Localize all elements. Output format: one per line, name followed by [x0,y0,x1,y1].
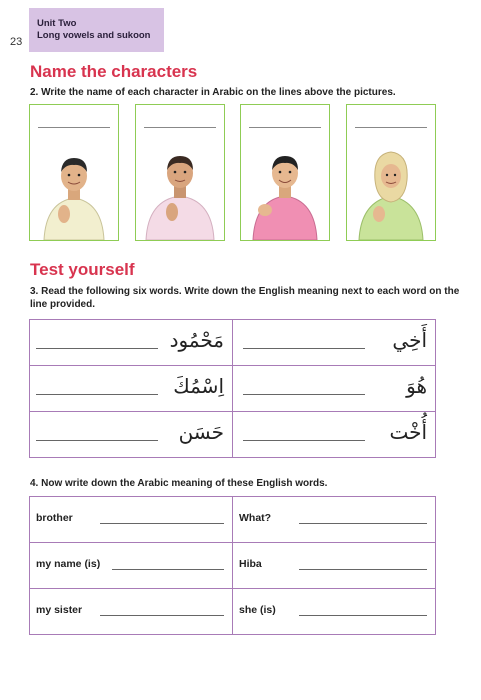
boy-character-1-icon [30,140,118,240]
word-cell [30,320,233,366]
english-word: she (is) [239,604,276,616]
word-cell [30,366,233,412]
table-row [30,366,436,412]
character-card-1 [29,104,119,241]
arabic-word: أَخِي [392,328,427,352]
character-card-2 [135,104,225,241]
english-words-table [29,496,436,635]
answer-line[interactable] [36,348,158,349]
word-cell [233,543,436,589]
answer-line[interactable] [144,127,216,128]
word-cell [30,543,233,589]
answer-line[interactable] [243,440,365,441]
table-row [30,412,436,458]
instruction-2: 2. Write the name of each character in Arabic on the lines above the pictures. [30,87,396,98]
table-row [30,543,436,589]
answer-line[interactable] [112,569,224,570]
table-row [30,589,436,635]
word-cell [233,320,436,366]
answer-line[interactable] [36,394,158,395]
word-cell [233,412,436,458]
english-word: my name (is) [36,558,101,570]
word-cell [30,589,233,635]
answer-line[interactable] [100,523,224,524]
word-cell [233,497,436,543]
unit-title: Unit Two [37,18,77,29]
arabic-word: مَحْمُود [169,328,224,352]
unit-label [29,8,164,52]
arabic-word: هُوَ [406,374,427,398]
answer-line[interactable] [299,523,427,524]
character-card-4 [346,104,436,241]
unit-subtitle: Long vowels and sukoon [37,30,151,41]
section-heading-test-yourself: Test yourself [30,260,135,279]
english-word: my sister [36,604,83,616]
word-cell [233,366,436,412]
word-cell [30,412,233,458]
answer-line[interactable] [299,615,427,616]
word-cell [233,589,436,635]
english-word: brother [36,512,73,524]
arabic-word: حَسَن [178,420,224,444]
answer-line[interactable] [355,127,427,128]
answer-line[interactable] [249,127,321,128]
answer-line[interactable] [36,440,158,441]
page-number: 23 [10,36,23,48]
instruction-3: 3. Read the following six words. Write down the English meaning next to each word on the line provided. [30,286,460,310]
english-word: What? [239,512,272,524]
arabic-word: أُخْت [389,420,427,444]
table-row [30,497,436,543]
character-card-3 [240,104,330,241]
answer-line[interactable] [243,394,365,395]
arabic-words-table [29,319,436,458]
girl-character-hijab-icon [347,140,435,240]
english-word: Hiba [239,558,262,570]
table-row [30,320,436,366]
boy-character-3-icon [241,140,329,240]
instruction-4: 4. Now write down the Arabic meaning of these English words. [30,478,328,489]
boy-character-2-icon [136,140,224,240]
answer-line[interactable] [100,615,224,616]
answer-line[interactable] [299,569,427,570]
section-heading-name-characters: Name the characters [30,62,198,81]
word-cell [30,497,233,543]
answer-line[interactable] [243,348,365,349]
arabic-word: اِسْمُكَ [173,374,224,398]
answer-line[interactable] [38,127,110,128]
